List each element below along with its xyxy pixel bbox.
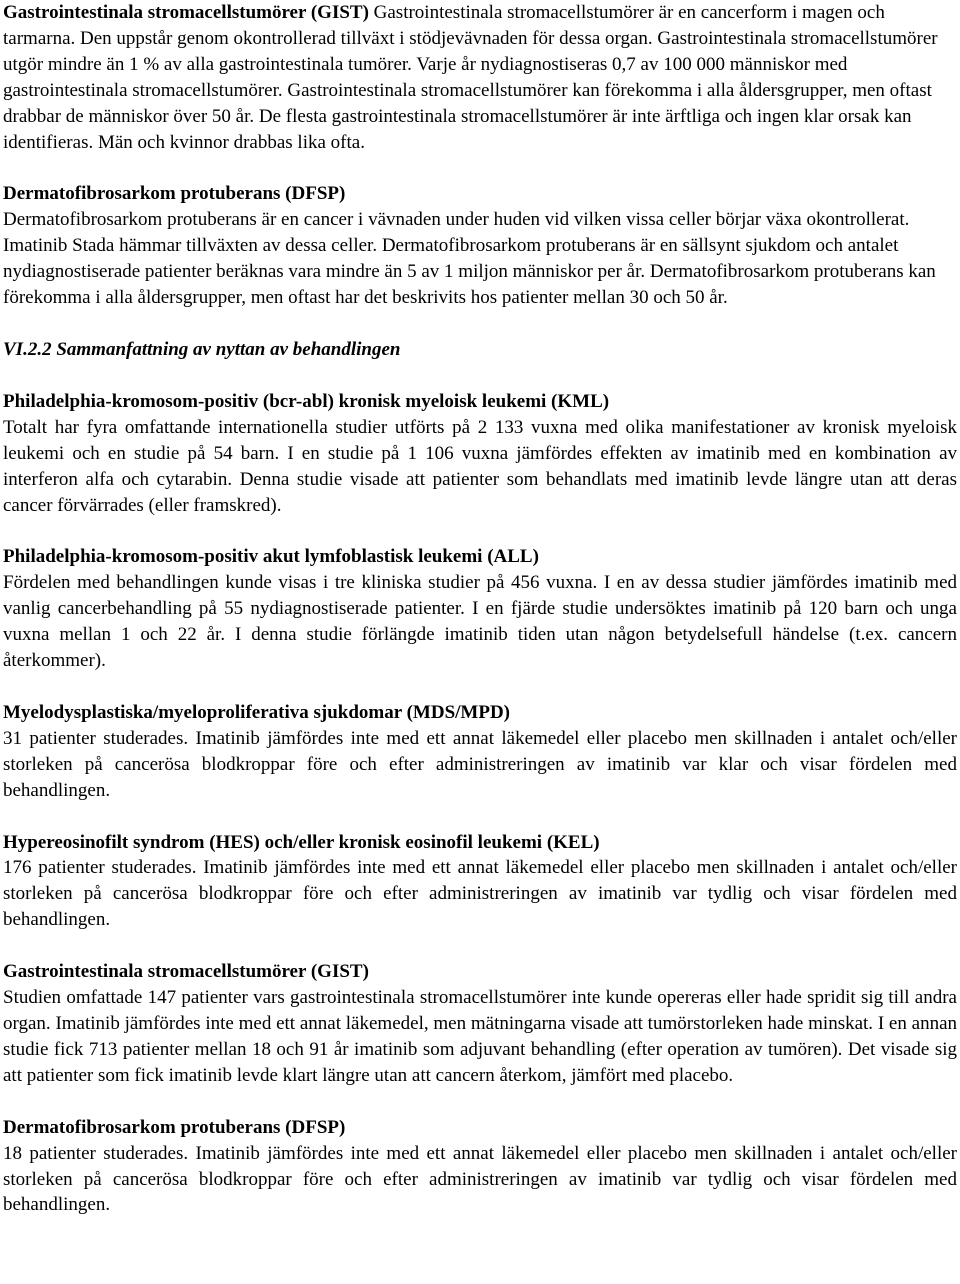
dfsp-info-heading: Dermatofibrosarkom protuberans (DFSP) [3,183,346,205]
gist-text: Studien omfattade 147 patienter vars gastrointestinala stromacellstumörer inte kunde opereras eller hade spridit sig till andra organ. Imatinib jämfördes inte med ett annat läkemedel, men mätningarna visade att tumörstorleken hade minskat. I en annan studie fick 713 patienter mellan 18 och 91 år imatinib som adjuvant behandling (efter operation av tumören). Det visade sig att patienter som fick imatinib levde klart längre utan att cancern återkom, jämfört med placebo. [3,987,957,1086]
gist-intro-text: Gastrointestinala stromacellstumörer är en cancerform i magen och tarmarna. Den uppstår genom okontrollerad tillväxt i stödjevävnaden för dessa organ. Gastrointestinala stromacellstumörer utgör mindre än 1 % av alla gastrointestinala tumörer. Varje år nydiagnostiseras 0,7 av 100 000 människor med gastrointestinala stromacellstumörer. Gastrointestinala stromacellstumörer kan förekomma i alla åldersgrupper, men oftast drabbar de människor över 50 år. De flesta gastrointestinala stromacellstumörer är inte ärftliga och ingen klar orsak kan identifieras. Män och kvinnor drabbas lika ofta. [3,2,938,153]
spacer [3,933,957,959]
spacer [3,155,957,181]
all-text: Fördelen med behandlingen kunde visas i tre kliniska studier på 456 vuxna. I en av dessa studier jämfördes imatinib med vanlig cancerbehandling på 55 nydiagnostiserade patienter. I en fjärde studie undersöktes imatinib på 120 barn och unga vuxna mellan 1 och 22 år. I denna studie förlängde imatinib tiden utan någon betydelsefull händelse (t.ex. cancern återkommer). [3,572,957,672]
spacer [3,363,957,389]
gist-heading: Gastrointestinala stromacellstumörer (GIST) [3,961,369,983]
gist-intro-heading: Gastrointestinala stromacellstumörer (GIST) [3,2,369,23]
dfsp-heading: Dermatofibrosarkom protuberans (DFSP) [3,1116,346,1138]
mds-mpd-heading: Myelodysplastiska/myeloproliferativa sjukdomar (MDS/MPD) [3,701,510,723]
kml-text: Totalt har fyra omfattande internationella studier utförts på 2 133 vuxna med olika manifestationer av kronisk myeloisk leukemi och en studie på 54 barn. I en studie på 1 106 vuxna jämfördes effekten av imatinib med en kombination av interferon alfa och cytarabin. Denna studie visade att patienter som behandlats med imatinib levde längre utan att deras cancer förvärrades (eller framskred). [3,416,957,516]
spacer [3,1089,957,1115]
dfsp-text: 18 patienter studerades. Imatinib jämfördes inte med ett annat läkemedel eller placebo men skillnaden i antalet och/eller storleken på cancerösa blodkroppar före och efter administreringen av imatinib var tydlig och visar fördelen med behandlingen. [3,1142,957,1216]
kml-heading: Philadelphia-kromosom-positiv (bcr-abl) kronisk myeloisk leukemi (KML) [3,390,610,412]
intro-paragraph [3,0,957,155]
dfsp-info-text: Dermatofibrosarkom protuberans är en cancer i vävnaden under huden vid vilken vissa celler börjar växa okontrollerat. Imatinib Stada hämmar tillväxten av dessa celler. Dermatofibrosarkom protuberans är en sällsynt sjukdom och antalet nydiagnostiserade patienter beräknas vara mindre än 5 av 1 miljon människor per år. Dermatofibrosarkom protuberans kan förekomma i alla åldersgrupper, men oftast har det beskrivits hos patienter mellan 30 och 50 år. [3,209,936,309]
all-heading: Philadelphia-kromosom-positiv akut lymfoblastisk leukemi (ALL) [3,546,539,568]
section-title: VI.2.2 Sammanfattning av nyttan av behandlingen [3,338,401,360]
spacer [3,674,957,700]
hes-kel-heading: Hypereosinofilt syndrom (HES) och/eller kronisk eosinofil leukemi (KEL) [3,831,600,853]
hes-kel-text: 176 patienter studerades. Imatinib jämfördes inte med ett annat läkemedel eller placebo men skillnaden i antalet och/eller storleken på cancerösa blodkroppar före och efter administreringen av imatinib var tydlig och visar fördelen med behandlingen. [3,857,957,931]
spacer [3,804,957,830]
document-page [3,0,957,1218]
mds-mpd-text: 31 patienter studerades. Imatinib jämfördes inte med ett annat läkemedel eller placebo men skillnaden i antalet och/eller storleken på cancerösa blodkroppar före och efter administreringen av imatinib var klar och visar fördelen med behandlingen. [3,727,957,801]
spacer [3,311,957,337]
spacer [3,518,957,544]
